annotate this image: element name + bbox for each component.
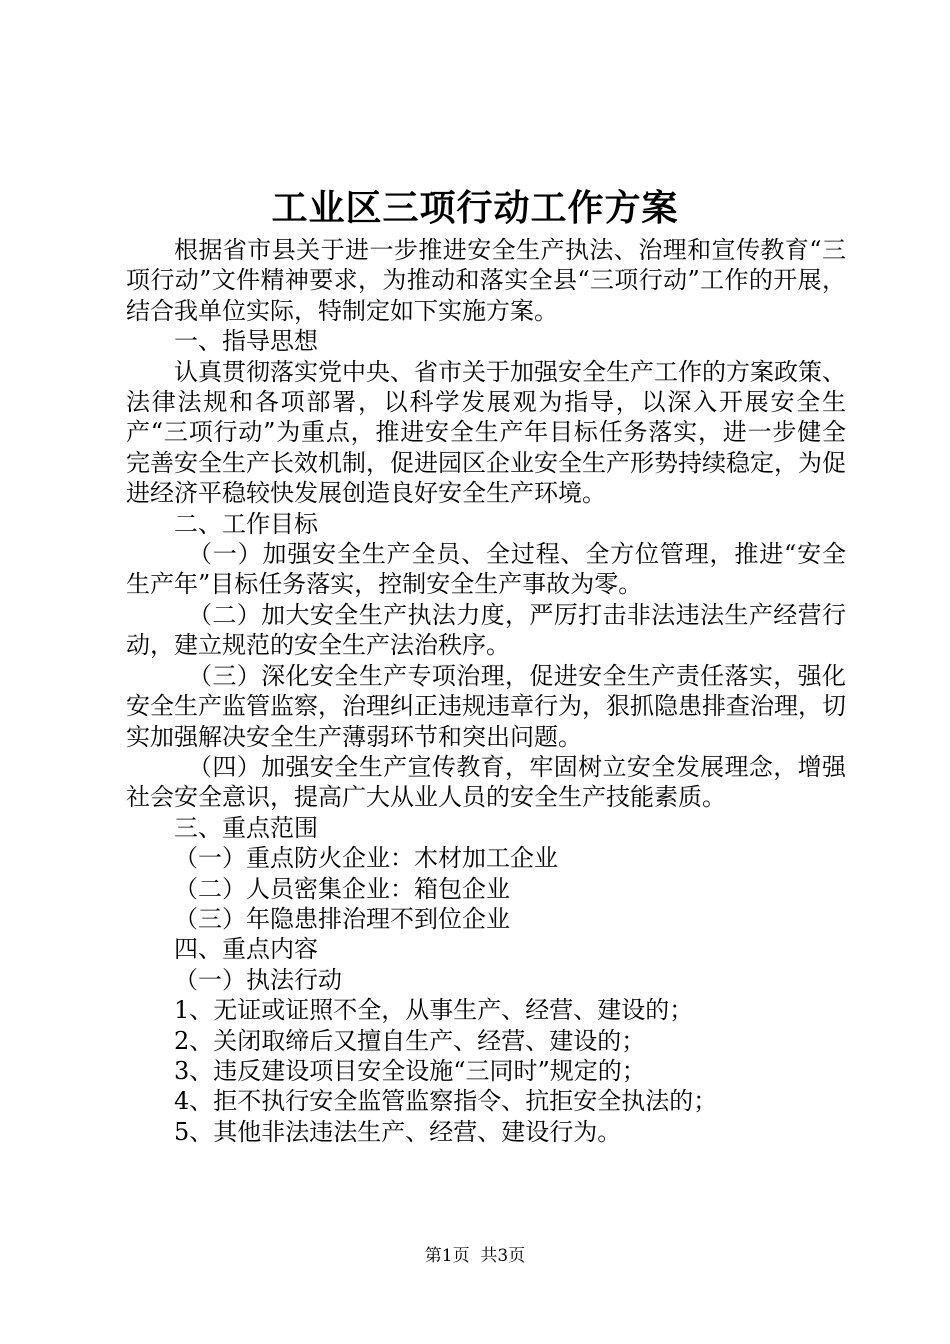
goal-item-2: （二）加大安全生产执法力度，严厉打击非法违法生产经营行动，建立规范的安全生产法治秩序。: [126, 600, 846, 660]
section-heading-key-scope: 三、重点范围: [174, 813, 318, 842]
scope-item-2: （二）人员密集企业：箱包企业: [174, 874, 510, 903]
scope-item-1: （一）重点防火企业：木材加工企业: [174, 844, 558, 873]
goal-item-3: （三）深化安全生产专项治理，促进安全生产责任落实，强化安全生产监管监察，治理纠正违规违章行为，狠抓隐患排查治理，切实加强解决安全生产薄弱环节和突出问题。: [126, 661, 846, 751]
enforcement-item-3: 3、违反建设项目安全设施“三同时”规定的；: [174, 1056, 646, 1085]
enforcement-item-1: 1、无证或证照不全，从事生产、经营、建设的；: [174, 996, 694, 1025]
section-heading-guiding-thought: 一、指导思想: [174, 327, 318, 356]
section-heading-work-goals: 二、工作目标: [174, 509, 318, 538]
document-title: 工业区三项行动工作方案: [271, 187, 679, 229]
enforcement-item-2: 2、关闭取缔后又擅自生产、经营、建设的；: [174, 1026, 646, 1055]
guiding-thought-paragraph: 认真贯彻落实党中央、省市关于加强安全生产工作的方案政策、法律法规和各项部署，以科学发展观为指导，以深入开展安全生产“三项行动”为重点，推进安全生产年目标任务落实，进一步健全完善安全生产长效机制，促进园区企业安全生产形势持续稳定，为促进经济平稳较快发展创造良好安全生产环境。: [126, 357, 846, 508]
document-body: [126, 235, 846, 1147]
intro-paragraph: 根据省市县关于进一步推进安全生产执法、治理和宣传教育“三项行动”文件精神要求，为推动和落实全县“三项行动”工作的开展，结合我单位实际，特制定如下实施方案。: [126, 236, 846, 325]
scope-item-3: （三）年隐患排治理不到位企业: [174, 904, 510, 933]
goal-item-4: （四）加强安全生产宣传教育，牢固树立安全发展理念，增强社会安全意识，提高广大从业人员的安全生产技能素质。: [126, 752, 846, 812]
enforcement-item-4: 4、拒不执行安全监管监察指令、抗拒安全执法的；: [174, 1087, 718, 1116]
subsection-heading-enforcement: （一）执法行动: [174, 965, 342, 994]
section-heading-key-content: 四、重点内容: [174, 935, 318, 964]
goal-item-1: （一）加强安全生产全员、全过程、全方位管理，推进“安全生产年”目标任务落实，控制安全生产事故为零。: [126, 540, 846, 599]
page-footer: 第1页 共3页: [424, 1246, 526, 1266]
enforcement-item-5: 5、其他非法违法生产、经营、建设行为。: [174, 1117, 622, 1146]
